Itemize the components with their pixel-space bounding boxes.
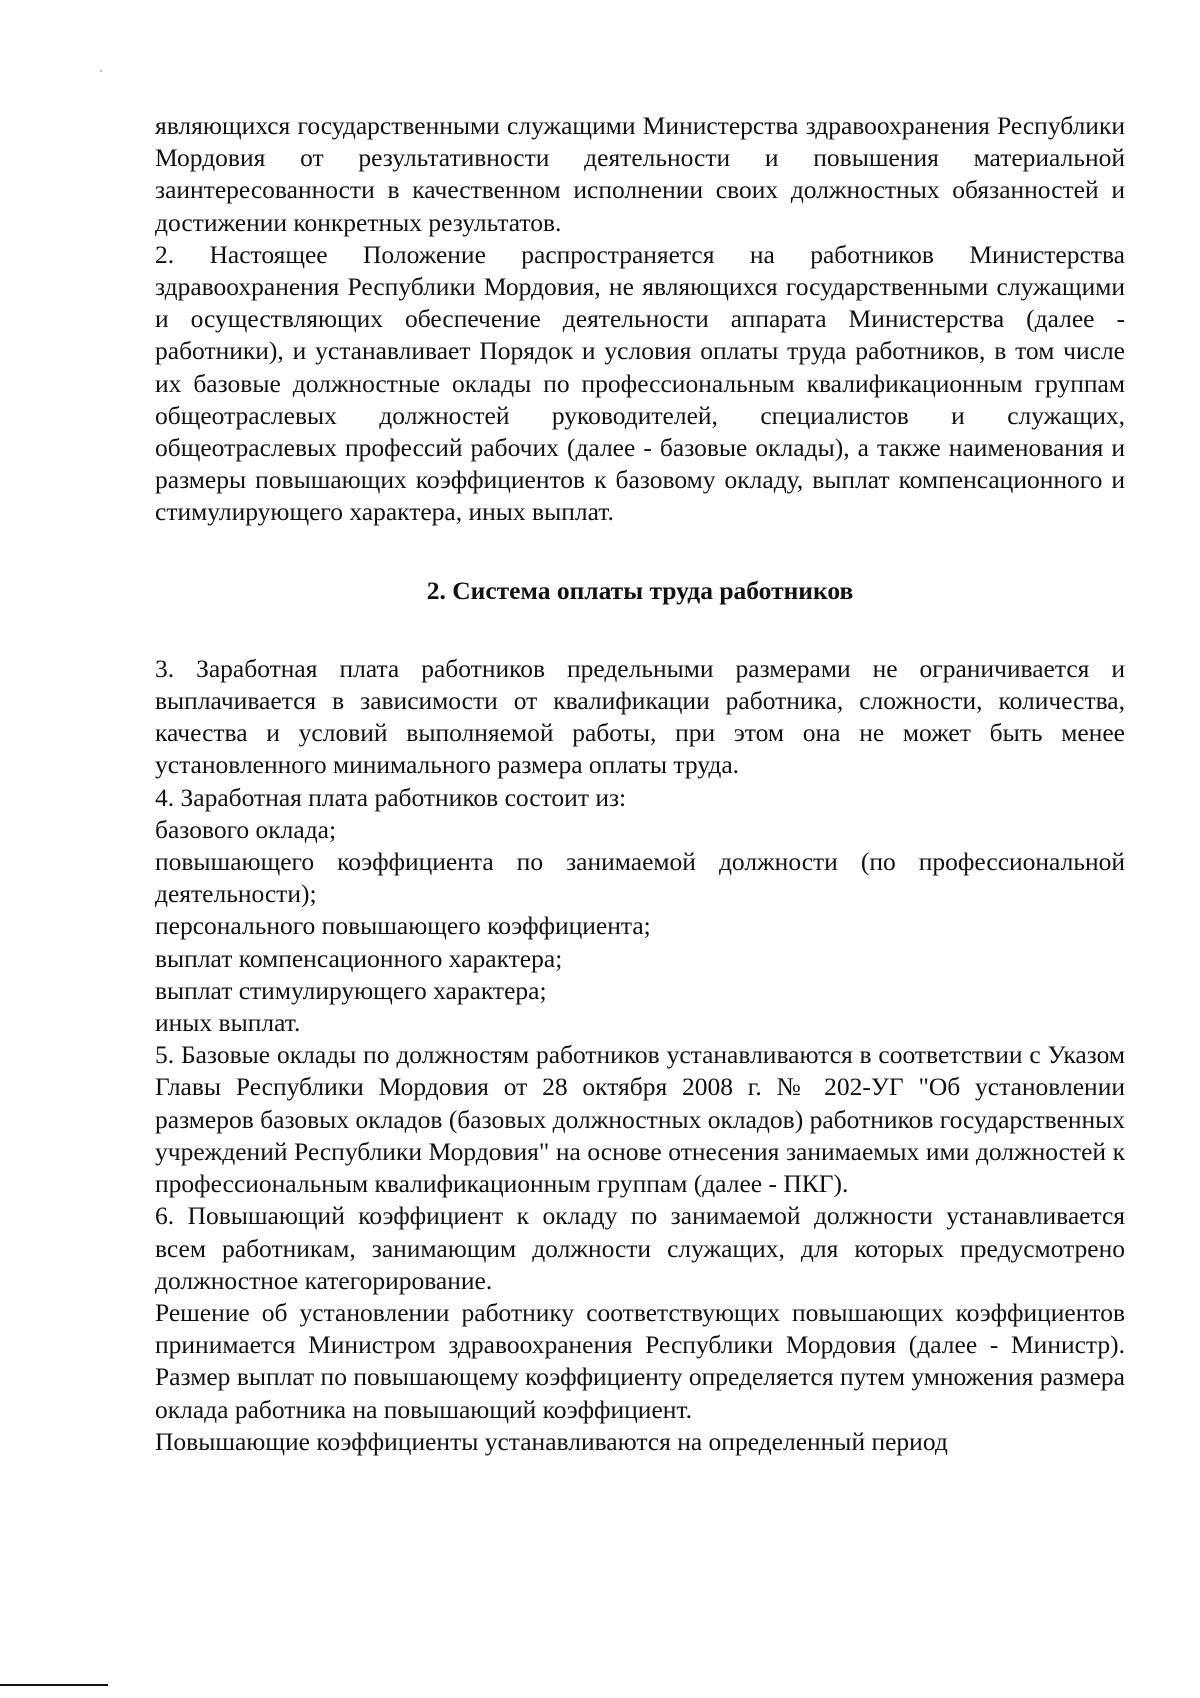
list-item-base-salary: базового оклада;	[155, 814, 337, 844]
list-item-other-payments: иных выплат.	[155, 1008, 301, 1038]
section-heading: 2. Система оплаты труда работников	[426, 575, 854, 605]
paragraph-coefficients-period: Повышающие коэффициенты устанавливаются на определенный период	[155, 1426, 948, 1456]
footer-rule	[0, 1684, 108, 1686]
list-item-incentive-payments: выплат стимулирующего характера;	[155, 975, 547, 1005]
list-item-position-coefficient: повышающего коэффициента по занимаемой должности (по профессиональной деятельности);	[155, 847, 1125, 909]
paragraph-4: 4. Заработная плата работников состоит из:	[155, 782, 627, 812]
scan-speck	[100, 70, 102, 72]
paragraph-continuation: являющихся государственными служащими Министерства здравоохранения Республики Мордовия от результативности деятельности и повышения материальной заинтересованности в качественном исполнении своих должностных обязанностей и достижении конкретных результатов.	[155, 111, 1125, 237]
paragraph-decision: Решение об установлении работнику соответствующих повышающих коэффициентов принимается Министром здравоохранения Республики Мордовия (далее - Министр). Размер выплат по повышающему коэффициенту определяется путем умножения размера оклада работника на повышающий коэффициент.	[155, 1297, 1125, 1424]
list-item-personal-coefficient: персонального повышающего коэффициента;	[155, 911, 651, 941]
list-item-compensation-payments: выплат компенсационного характера;	[155, 943, 563, 973]
paragraph-2: 2. Настоящее Положение распространяется на работников Министерства здравоохранения Республики Мордовия, не являющихся государственными служащими и осуществляющих обеспечение деятельности аппарата Министерства (далее - работники), и устанавливает Порядок и условия оплаты труда работников, в том числе их базовые должностные оклады по профессиональным квалификационным группам общеотраслевых должностей руководителей, специалистов и служащих, общеотраслевых профессий рабочих (далее - базовые оклады), а также наименования и размеры повышающих коэффициентов к базовому окладу, выплат компенсационного и стимулирующего характера, иных выплат.	[155, 239, 1125, 527]
document-body	[155, 110, 1125, 1458]
paragraph-6: 6. Повышающий коэффициент к окладу по занимаемой должности устанавливается всем работникам, занимающим должности служащих, для которых предусмотрено должностное категорирование.	[155, 1201, 1125, 1295]
paragraph-5: 5. Базовые оклады по должностям работников устанавливаются в соответствии с Указом Главы Республики Мордовия от 28 октября 2008 г. № 202-УГ "Об установлении размеров базовых окладов (базовых должностных окладов) работников государственных учреждений Республики Мордовия" на основе отнесения занимаемых ими должностей к профессиональным квалификационным группам (далее - ПКГ).	[155, 1040, 1125, 1199]
paragraph-3: 3. Заработная плата работников предельными размерами не ограничивается и выплачивается в зависимости от квалификации работника, сложности, количества, качества и условий выполняемой работы, при этом она не может быть менее установленного минимального размера оплаты труда.	[155, 653, 1125, 780]
